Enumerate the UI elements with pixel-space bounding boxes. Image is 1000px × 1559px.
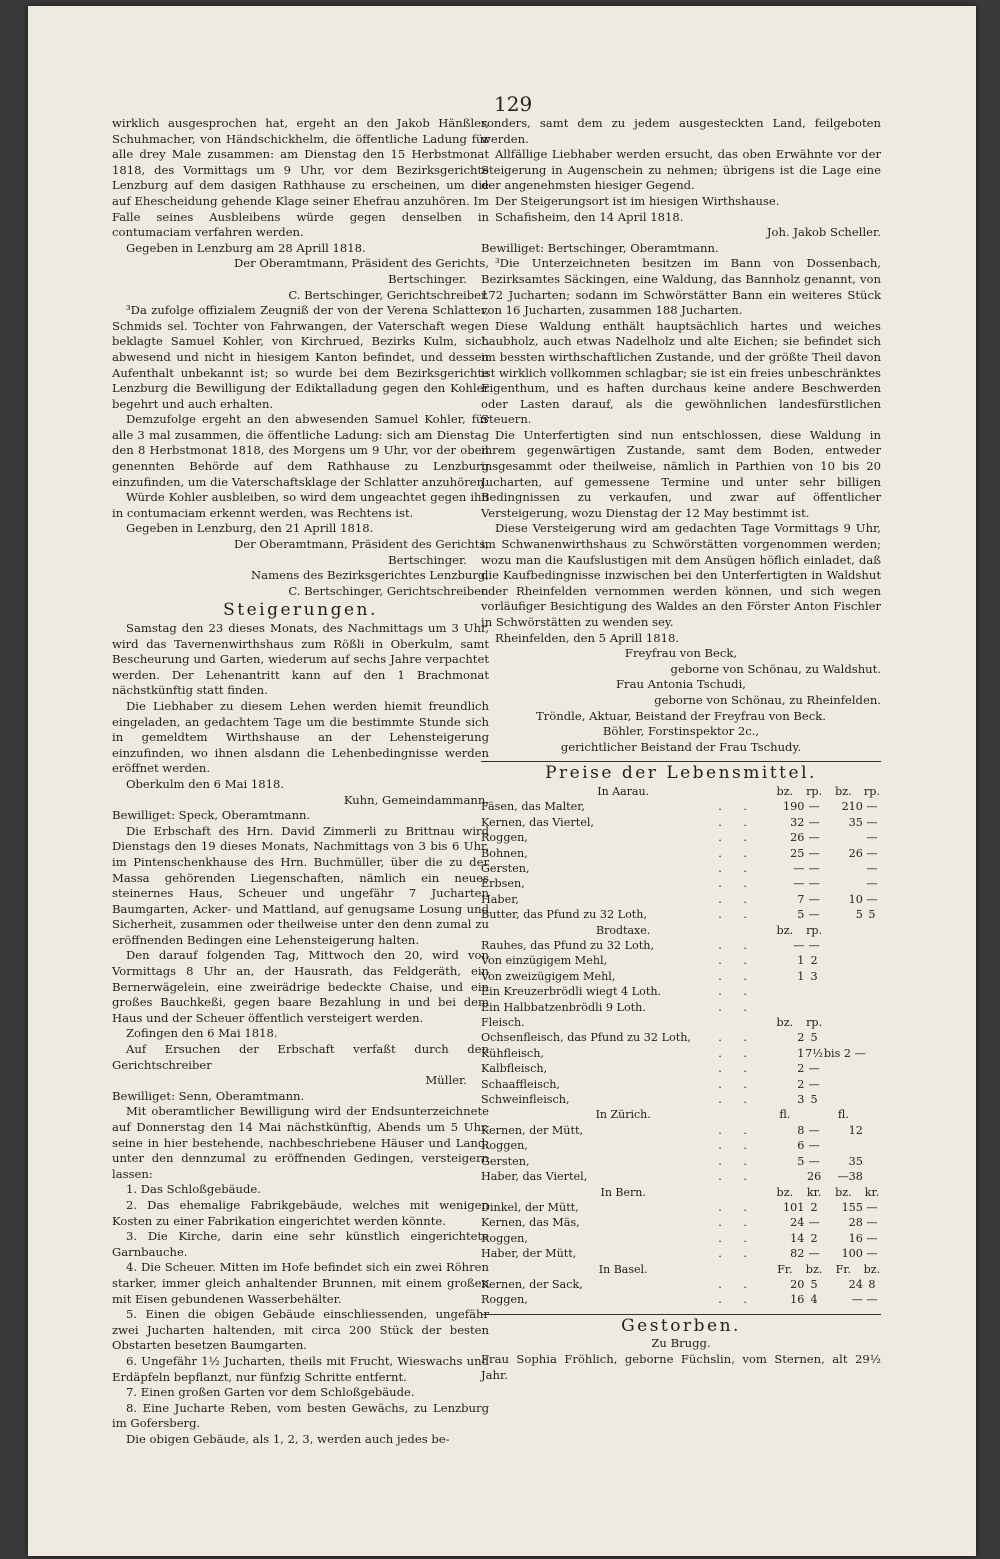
price-value (863, 984, 881, 999)
leader-dots: . . (718, 1277, 756, 1291)
list-item: 3. Die Kirche, darin eine sehr künstlich eingerichtete Garnbauche. (112, 1229, 489, 1259)
item-label: Haber, das Viertel, (481, 1170, 588, 1184)
price-value: — (866, 1293, 878, 1307)
price-value: — (808, 1077, 820, 1091)
price-value: 24 (790, 1216, 805, 1230)
paragraph: Diese Waldung enthält hauptsächlich hartes und weiches Laubholz, auch etwas Nadelholz und alte Eichen; sie befindet sich im bessten wirthschaftlichen Zustande, und der größte Theil davon ist wirklich vollkommen schlagbar; sie ist ein freies unbeschränktes Eigenthum, und es haften durchaus keine andere Beschwerden oder Lasten darauf, als die gewöhnlichen landesfürstlichen Steuern. (481, 318, 882, 427)
region-heading: In Bern. (600, 1185, 646, 1199)
section-heading-steigerungen: Steigerungen. (223, 600, 378, 621)
unit-label: bz. (776, 1016, 794, 1030)
signature-name: Müller. (425, 1073, 467, 1088)
price-value: 5 (810, 1093, 818, 1107)
unit-label: rp. (863, 784, 880, 798)
price-value: 1 (797, 1046, 805, 1060)
price-value: — (808, 1247, 820, 1261)
item-label: Roggen, (481, 831, 528, 845)
leader-dots: . . (718, 954, 756, 968)
price-value (824, 876, 863, 891)
price-value: 20 (790, 1277, 805, 1291)
list-item: 7. Einen großen Garten vor dem Schloßgebäude. (126, 1385, 415, 1400)
price-row (481, 1215, 881, 1230)
price-value (765, 1169, 804, 1184)
region-heading: In Aarau. (597, 784, 650, 798)
item-label: Ein Halbbatzenbrödli 9 Loth. (481, 1000, 646, 1014)
paragraph: Die Unterfertigten sind nun entschlossen, diese Waldung in ihrem gegenwärtigen Zustande, samt dem Boden, entweder insgesammt oder theilweise, nämlich in Parthien von 10 bis 20 Jucharten, auf gemessene Termine und unter sehr billigen Bedingnissen zu verkaufen, und zwar auf öffentlicher Versteigerung, wozu Dienstag der 12 May bestimmt ist. (481, 427, 881, 520)
region-heading: In Zürich. (595, 1108, 651, 1122)
item-label: Butter, das Pfund zu 32 Loth, (481, 908, 648, 922)
paragraph: Der Steigerungsort ist im hiesigen Wirthshause. (495, 193, 780, 208)
basel-rows (481, 1277, 881, 1308)
signature-line: gerichtlicher Beistand der Frau Tschudy. (560, 739, 802, 754)
price-value: 5 (797, 1154, 805, 1168)
approval-line: Bewilliget: Speck, Oberamtmann. (112, 808, 311, 823)
price-value (824, 861, 863, 876)
price-value: — (808, 846, 820, 860)
price-value (863, 1154, 881, 1169)
leader-dots: . . (718, 1046, 756, 1060)
price-value: — (866, 815, 878, 829)
unit-label: kr. (864, 1185, 880, 1199)
date-line: Gegeben in Lenzburg am 28 Aprill 1818. (126, 240, 366, 255)
unit-label: Fr. (835, 1262, 852, 1276)
unit-label: rp. (806, 1016, 823, 1030)
list-item: 5. Einen die obigen Gebäude einschliessenden, ungefähr zwei Jucharten haltenden, mit circa 200 Stück der besten Obstarten besetzen Baumgarten. (112, 1307, 489, 1353)
price-value: 4 (810, 1293, 818, 1307)
item-label: Kernen, das Mäs, (481, 1216, 580, 1230)
section-heading-gestorben: Gestorben. (621, 1315, 741, 1336)
unit-label: fl. (837, 1108, 849, 1122)
leader-dots: . . (718, 1200, 756, 1214)
price-value (765, 984, 804, 999)
leader-dots: . . (718, 1077, 756, 1091)
price-value: — (866, 1200, 878, 1214)
price-value: — (808, 892, 820, 906)
price-row (481, 1292, 881, 1307)
leader-dots: . . (718, 1123, 756, 1137)
price-value (804, 1000, 823, 1015)
item-label: Erbsen, (481, 877, 525, 891)
price-value (824, 938, 863, 953)
item-label: Kernen, der Sack, (481, 1277, 583, 1291)
price-value: 14 (790, 1231, 805, 1245)
unit-label: fl. (779, 1108, 791, 1122)
unit-label: bz. (863, 1262, 881, 1276)
item-label: Haber, (481, 892, 519, 906)
price-value: 35 (848, 815, 863, 829)
item-label: Kalbfleisch, (481, 1062, 548, 1076)
table-header-row (481, 784, 881, 799)
item-label: Roggen, (481, 1293, 528, 1307)
leader-dots: . . (718, 1062, 756, 1076)
price-row (481, 938, 881, 953)
price-value: 101 (783, 1200, 805, 1214)
leader-dots: . . (718, 831, 756, 845)
paragraph: Auf Ersuchen der Erbschaft verfaßt durch den Gerichtschreiber (112, 1042, 489, 1072)
region-heading: In Basel. (598, 1262, 648, 1276)
fleisch-rows (481, 1030, 881, 1107)
leader-dots: . . (718, 800, 756, 814)
signature-name: Kuhn, Gemeindammann. (343, 792, 489, 807)
item-label: Roggen, (481, 1231, 528, 1245)
price-row (481, 1231, 881, 1246)
price-value: — (866, 892, 878, 906)
price-table (481, 784, 881, 1308)
price-row (481, 1046, 881, 1061)
page-number: 129 (494, 92, 533, 116)
unit-label: bz. (776, 1185, 794, 1199)
list-item: 4. Die Scheuer. Mitten im Hofe befindet sich ein zwei Röhren starker, immer gleich anhaltender Brunnen, mit einem großen mit Eisen gebundenen Wasserbehälter. (112, 1260, 489, 1306)
section-divider (481, 761, 881, 762)
price-value: — (808, 1139, 820, 1153)
price-row (481, 1077, 881, 1092)
paragraph: Die Liebhaber zu diesem Lehen werden hiemit freundlich eingeladen, an gedachtem Tage um die bestimmte Stunde sich in gemeldtem Wirthshause an der Lehensteigerung einzufinden, wo ihnen alsdann die Lehenbedingnisse werden eröffnet werden. (112, 698, 489, 776)
signature-name: Freyfrau von Beck, (624, 646, 738, 661)
price-row (481, 1138, 881, 1153)
price-value (863, 1123, 881, 1138)
price-range-extra (824, 1077, 881, 1092)
price-row (481, 1000, 881, 1015)
item-label: Roggen, (481, 1139, 528, 1153)
item-label: Kernen, der Mütt, (481, 1123, 584, 1137)
item-label: Von einzügigem Mehl, (481, 954, 608, 968)
leader-dots: . . (718, 1093, 756, 1107)
brod-rows (481, 938, 881, 1015)
leader-dots: . . (718, 1170, 756, 1184)
price-row (481, 1200, 881, 1215)
price-value (863, 969, 881, 984)
paragraph: Die obigen Gebäude, als 1, 2, 3, werden auch jedes be- (126, 1431, 450, 1446)
price-row (481, 907, 881, 922)
price-range-extra (824, 1092, 881, 1107)
price-value: 16 (848, 1231, 863, 1245)
item-label: Bohnen, (481, 846, 528, 860)
leader-dots: . . (718, 1216, 756, 1230)
leader-dots: . . (718, 1139, 756, 1153)
date-line: Rheinfelden, den 5 Aprill 1818. (495, 630, 680, 645)
leader-dots: . . (718, 1293, 756, 1307)
date-line: Oberkulm den 6 Mai 1818. (126, 776, 285, 791)
leader-dots: . . (718, 969, 756, 983)
item-label: Kernen, das Viertel, (481, 815, 594, 829)
price-value (863, 938, 881, 953)
price-value: 2 (810, 1200, 818, 1214)
unit-label: kr. (806, 1185, 822, 1199)
price-range-extra (824, 1030, 881, 1045)
signature-name: Bertschinger. (388, 552, 467, 567)
paragraph: Diese Versteigerung wird am gedachten Tage Vormittags 9 Uhr, im Schwanenwirthshaus zu Schwörstätten vorgenommen werden; wozu man die Kaufslustigen mit dem Ansügen höflich einladet, daß die Kaufbedingnisse inzwischen bei den Unterfertigten in Waldshut oder Rheinfelden vernommen werden können, und sich wegen vorläufiger Besichtigung des Waldes an den Förster Anton Fischler in Schwörstätten zu wenden sey. (481, 521, 881, 629)
price-value: — (808, 908, 820, 922)
price-row (481, 969, 881, 984)
price-value: 7½ (805, 1046, 824, 1060)
item-label: Haber, der Mütt, (481, 1247, 577, 1261)
unit-label: bz. (805, 1262, 823, 1276)
price-range-extra: bis 2 — (823, 1046, 866, 1060)
price-row (481, 1123, 881, 1138)
table-header-row (481, 1015, 881, 1030)
price-value: — (808, 1154, 820, 1168)
unit-label: bz. (776, 784, 794, 798)
price-value: —38 (837, 1170, 863, 1184)
price-value (824, 830, 863, 845)
region-heading: Brodtaxe. (596, 923, 651, 937)
price-value: — (808, 861, 820, 875)
paragraph: ³Die Unterzeichneten besitzen im Bann von Dossenbach, Bezirksamtes Säckingen, eine Waldung, das Bannholz genannt, von 172 Jucharten; sodann im Schwörstätter Bann ein weiteres Stück von 16 Jucharten, zusammen 188 Jucharten. (481, 256, 881, 318)
signature-line: geborne von Schönau, zu Waldshut. (670, 661, 881, 676)
price-value: 35 (848, 1154, 863, 1168)
price-value: — (808, 1216, 820, 1230)
unit-label: bz. (776, 923, 794, 937)
leader-dots: . . (718, 877, 756, 891)
price-value: 2 (797, 1062, 805, 1076)
paragraph: wirklich ausgesprochen hat, ergeht an den Jakob Hänßler, Schuhmacher, von Händschickhelm, die öffentliche Ladung für alle drey Male zusammen: am Dienstag den 15 Herbstmonat 1818, des Vormittags um 9 Uhr, vor dem Bezirksgerichte Lenzburg auf dem dasigen Rathhause zu erscheinen, um die auf Ehescheidung gehende Klage seiner Ehefrau anzuhören. Im Falle seines Ausbleibens würde gegen denselben in contumaciam verfahren werden. (112, 116, 489, 240)
price-value: — (866, 1247, 878, 1261)
left-column (112, 116, 489, 1447)
price-value: 5 (855, 908, 863, 922)
price-value: 1 (797, 954, 805, 968)
price-value: 2 (797, 1077, 805, 1091)
unit-label: bz. (835, 1185, 852, 1199)
list-item: 8. Eine Jucharte Reben, vom besten Gewächs, zu Lenzburg im Gofersberg. (112, 1400, 489, 1431)
price-value (863, 953, 881, 968)
zurich-rows (481, 1123, 881, 1185)
price-row (481, 815, 881, 830)
price-value (824, 984, 863, 999)
signature-line: geborne von Schönau, zu Rheinfelden. (654, 692, 881, 707)
price-value (824, 1138, 863, 1153)
price-value: 26 (790, 831, 805, 845)
signature-line: Böhler, Forstinspektor 2c., (602, 724, 760, 739)
price-row (481, 1277, 881, 1292)
item-label: Gersten, (481, 1154, 530, 1168)
signature-name: Bertschinger. (388, 271, 467, 286)
price-row (481, 1246, 881, 1261)
price-value (863, 1000, 881, 1015)
price-value: — (808, 939, 820, 952)
price-value: — (866, 831, 878, 845)
paragraph: Demzufolge ergeht an den abwesenden Samuel Kohler, für alle 3 mal zusammen, die öffentliche Ladung: sich am Dienstag den 8 Herbstmonat 1818, des Morgens um 9 Uhr, vor der oben genennten Behörde auf dem Rathhause zu Lenzburg einzufinden, um die Vaterschaftsklage der Schlatter anzuhören. (112, 412, 489, 489)
signature-line: Tröndle, Aktuar, Beistand der Freyfrau von Beck. (535, 708, 826, 723)
signature-line: Namens des Bezirksgerichtes Lenzburg, (251, 568, 489, 583)
price-value: 32 (790, 815, 805, 829)
leader-dots: . . (718, 861, 756, 875)
price-value: — (808, 815, 820, 829)
signature-name: Joh. Jakob Scheller. (766, 225, 881, 240)
signature-line: Der Oberamtmann, Präsident des Gerichts, (233, 537, 489, 552)
price-value: 3 (797, 1093, 805, 1107)
price-value (824, 953, 863, 968)
price-row (481, 953, 881, 968)
price-value: 2 (810, 954, 818, 968)
table-header-row (481, 1185, 881, 1200)
price-value: — (866, 861, 878, 875)
price-value: 3 (810, 969, 818, 983)
approval-line: Bewilliget: Senn, Oberamtmann. (112, 1088, 305, 1103)
list-item: 1. Das Schloßgebäude. (126, 1182, 261, 1197)
unit-label: bz. (835, 784, 852, 798)
price-value: — (808, 1062, 820, 1076)
unit-label: rp. (806, 784, 823, 798)
price-row (481, 876, 881, 891)
price-row (481, 1061, 881, 1076)
leader-dots: . . (718, 1031, 756, 1045)
approval-line: Bewilliget: Bertschinger, Oberamtmann. (481, 240, 719, 255)
place-heading: Zu Brugg. (651, 1336, 711, 1351)
paragraph: Allfällige Liebhaber werden ersucht, das oben Erwähnte vor der Steigerung in Augenschein zu nehmen; übrigens ist die Lage eine der angenehmsten hiesiger Gegend. (481, 147, 881, 193)
price-row (481, 892, 881, 907)
newspaper-page (28, 6, 976, 1556)
price-row (481, 846, 881, 861)
item-label: Von zweizügigem Mehl, (481, 969, 616, 983)
table-header-row (481, 923, 881, 938)
price-row (481, 1154, 881, 1169)
price-value: 100 (841, 1247, 863, 1261)
signature-line: Der Oberamtmann, Präsident des Gerichts, (233, 256, 489, 271)
price-range-extra (824, 1061, 881, 1076)
section-divider (481, 1314, 881, 1315)
date-line: Zofingen den 6 Mai 1818. (126, 1026, 278, 1041)
leader-dots: . . (718, 846, 756, 860)
signature-name: C. Bertschinger, Gerichtschreiber. (288, 287, 489, 302)
price-value: — (866, 800, 878, 814)
item-label: Dinkel, der Mütt, (481, 1200, 579, 1214)
list-item: 6. Ungefähr 1½ Jucharten, theils mit Frucht, Wieswachs und Erdäpfeln bepflanzt, nur fünfzig Schritte entfernt. (112, 1353, 489, 1384)
price-row (481, 799, 881, 814)
price-value: 5 (810, 1277, 818, 1291)
price-row (481, 1092, 881, 1107)
price-value: — (866, 877, 878, 891)
price-value: 5 (810, 1031, 818, 1045)
price-value: 190 (783, 800, 805, 814)
item-label: Fäsen, das Malter, (481, 800, 585, 814)
price-value: 155 (841, 1200, 863, 1214)
paragraph: sonders, samt dem zu jedem ausgesteckten Land, feilgeboten werden. (481, 116, 881, 146)
price-value: 16 (790, 1293, 805, 1307)
bern-rows (481, 1200, 881, 1262)
price-value: 7 (797, 892, 805, 906)
price-row (481, 830, 881, 845)
paragraph: Mit oberamtlicher Bewilligung wird der Endsunterzeichnete auf Donnerstag den 14 Mai nächstkünftig, Abends um 5 Uhr, seine in hier bestehende, nachbeschriebene Häuser und Land, unter den dennzumal zu eröffnenden Gedingen, versteigern lassen: (112, 1104, 489, 1181)
leader-dots: . . (718, 815, 756, 829)
price-value (863, 1138, 881, 1153)
price-value: 24 (848, 1277, 863, 1291)
section-heading-prices: Preise der Lebensmittel. (545, 763, 817, 784)
price-value: — (793, 877, 805, 891)
price-value: 5 (868, 908, 876, 922)
leader-dots: . . (718, 1231, 756, 1245)
price-value: 2 (797, 1031, 805, 1045)
price-value (863, 1169, 881, 1184)
item-label: Kühfleisch, (481, 1046, 544, 1060)
price-value: — (808, 1123, 820, 1137)
price-value: 12 (848, 1123, 863, 1137)
aarau-rows (481, 799, 881, 922)
paragraph: Die Erbschaft des Hrn. David Zimmerli zu Brittnau wird Dienstags den 19 dieses Monats, Nachmittags von 3 bis 6 Uhr, im Pintenschenkhause des Hrn. Buchmüller, über die zu der Massa gehörenden Liegenschaften, nämlich ein neues steinernes Haus, Scheuer und ungefähr 7 Jucharten Baumgarten, Acker- und Mattland, auf genugsame Losung und Sicherheit, zusammen oder theilweise unter den denn zumal zu eröffnenden Bedingen eine Lehensteigerung halten. (112, 823, 489, 947)
leader-dots: . . (718, 1154, 756, 1168)
leader-dots: . . (718, 908, 756, 922)
price-row (481, 1169, 881, 1184)
price-value: — (793, 861, 805, 875)
region-heading: Fleisch. (481, 1016, 525, 1030)
price-value: — (808, 831, 820, 845)
leader-dots: . . (718, 1247, 756, 1261)
leader-dots: . . (718, 1000, 756, 1014)
price-value: — (808, 877, 820, 891)
price-value: 10 (848, 892, 863, 906)
price-value: 8 (797, 1123, 805, 1137)
signature-name: Frau Antonia Tschudi, (616, 677, 746, 692)
price-value: 210 (841, 800, 863, 814)
table-header-row (481, 1107, 881, 1122)
paragraph: ³Da zufolge offizialem Zeugniß der von der Verena Schlatter, Schmids sel. Tochter von Fahrwangen, der Vaterschaft wegen beklagte Samuel Kohler, von Kirchrued, Bezirks Kulm, sich abwesend und nicht in hiesigem Kanton befindet, und dessen Aufenthalt unbekannt ist; so wurde bei dem Bezirksgerichte Lenzburg die Bewilligung der Ediktalladung gegen den Kohler begehrt und auch erhalten. (112, 303, 489, 411)
signature-name: C. Bertschinger, Gerichtschreiber. (288, 583, 489, 598)
price-value: 28 (848, 1216, 863, 1230)
price-value: — (851, 1293, 863, 1307)
price-value: — (866, 1216, 878, 1230)
price-value: 26 (806, 1170, 822, 1184)
leader-dots: . . (718, 939, 756, 952)
obituary-entry: Frau Sophia Fröhlich, geborne Füchslin, vom Sternen, alt 29½ Jahr. (481, 1351, 881, 1382)
price-row (481, 861, 881, 876)
price-value: — (793, 939, 805, 952)
price-value: 5 (797, 908, 805, 922)
price-value: 6 (797, 1139, 805, 1153)
price-value: 26 (848, 846, 863, 860)
right-column (481, 116, 881, 1383)
price-value: 1 (797, 969, 805, 983)
price-value: — (866, 846, 878, 860)
date-line: Schafisheim, den 14 April 1818. (495, 209, 684, 224)
paragraph: Würde Kohler ausbleiben, so wird dem ungeachtet gegen ihn in contumaciam erkennt werden, was Rechtens ist. (112, 490, 489, 520)
paragraph: Den darauf folgenden Tag, Mittwoch den 20, wird von Vormittags 8 Uhr an, der Hausrath, das Feldgeräth, ein Bernerwägelein, eine zweirädrige bedeckte Chaise, und ein großes Bauchkeßi, gegen baare Bezahlung in und bei dem Haus und der Scheuer öffentlich versteigert werden. (112, 948, 489, 1025)
price-value: — (808, 800, 820, 814)
item-label: Ein Kreuzerbrödli wiegt 4 Loth. (481, 985, 662, 999)
price-value: — (866, 1231, 878, 1245)
price-value (765, 1000, 804, 1015)
date-line: Gegeben in Lenzburg, den 21 Aprill 1818. (126, 521, 374, 536)
price-value (824, 1000, 863, 1015)
item-label: Schaaffleisch, (481, 1077, 560, 1091)
price-row (481, 1030, 881, 1045)
price-value: 25 (790, 846, 805, 860)
price-value: 2 (810, 1231, 818, 1245)
price-row (481, 984, 881, 999)
price-value: 8 (868, 1277, 876, 1291)
leader-dots: . . (718, 892, 756, 906)
item-label: Schweinfleisch, (481, 1093, 570, 1107)
item-label: Ochsenfleisch, das Pfund zu 32 Loth, (481, 1031, 691, 1045)
paragraph: Samstag den 23 dieses Monats, des Nachmittags um 3 Uhr, wird das Tavernenwirthshaus zum Rößli in Oberkulm, samt Bescheurung und Garten, wiederum auf sechs Jahre verpachtet werden. Der Lehenantritt kann auf den 1 Brachmonat nächstkünftig statt finden. (112, 621, 489, 698)
price-value (804, 984, 823, 999)
unit-label: Fr. (777, 1262, 793, 1276)
price-value: 82 (790, 1247, 805, 1261)
price-value (824, 969, 863, 984)
leader-dots: . . (718, 985, 756, 999)
list-item: 2. Das ehemalige Fabrikgebäude, welches mit wenigen Kosten zu einer Fabrikation eingerichtet werden könnte. (112, 1197, 489, 1228)
item-label: Gersten, (481, 861, 530, 875)
unit-label: rp. (806, 923, 823, 937)
table-header-row (481, 1262, 881, 1277)
item-label: Rauhes, das Pfund zu 32 Loth, (481, 939, 655, 952)
